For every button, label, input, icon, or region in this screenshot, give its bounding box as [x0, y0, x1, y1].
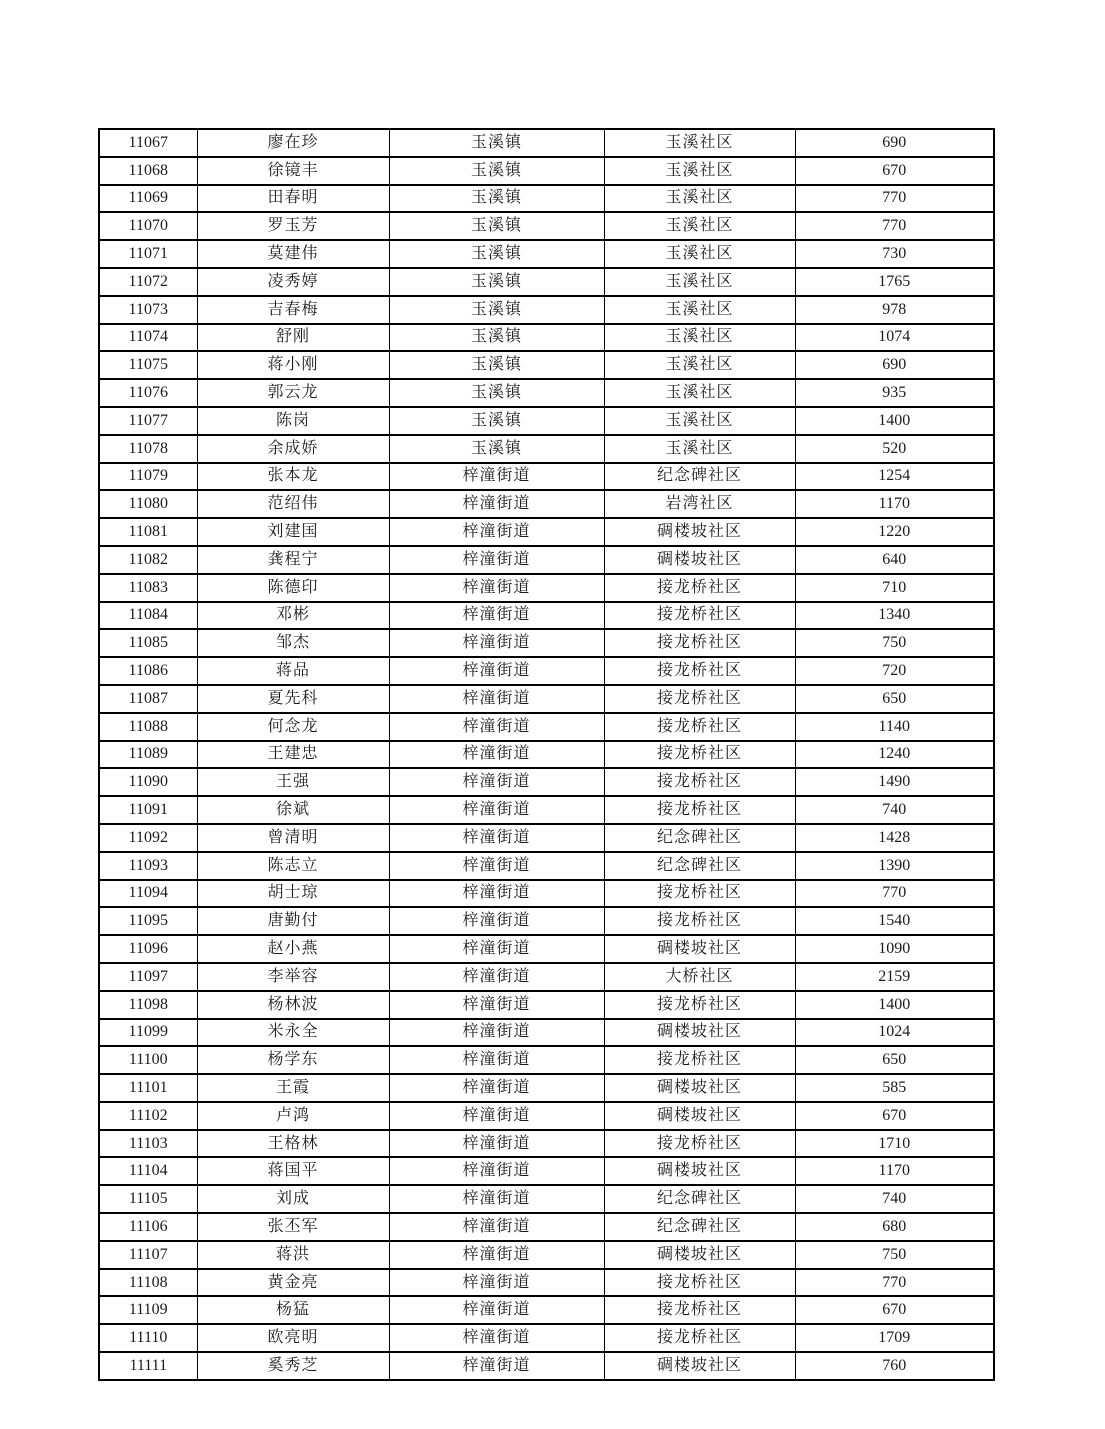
cell-community: 碉楼坡社区: [604, 546, 795, 574]
cell-id: 11074: [99, 324, 197, 352]
cell-amount: 1490: [795, 768, 994, 796]
cell-id: 11105: [99, 1185, 197, 1213]
table-row: [99, 685, 994, 713]
cell-id: 11089: [99, 741, 197, 769]
cell-town: 玉溪镇: [389, 268, 604, 296]
table-row: [99, 1324, 994, 1352]
cell-community: 玉溪社区: [604, 407, 795, 435]
cell-amount: 770: [795, 185, 994, 213]
cell-community: 接龙桥社区: [604, 796, 795, 824]
cell-id: 11087: [99, 685, 197, 713]
cell-name: 蒋国平: [197, 1157, 389, 1185]
cell-name: 米永全: [197, 1019, 389, 1047]
cell-name: 莫建伟: [197, 240, 389, 268]
table-row: [99, 935, 994, 963]
cell-amount: 935: [795, 379, 994, 407]
cell-name: 胡士琼: [197, 880, 389, 908]
cell-id: 11086: [99, 657, 197, 685]
cell-community: 玉溪社区: [604, 129, 795, 157]
table-row: [99, 1019, 994, 1047]
cell-id: 11106: [99, 1213, 197, 1241]
cell-id: 11088: [99, 713, 197, 741]
cell-town: 梓潼街道: [389, 768, 604, 796]
cell-id: 11094: [99, 880, 197, 908]
cell-id: 11081: [99, 518, 197, 546]
cell-community: 碉楼坡社区: [604, 518, 795, 546]
cell-name: 李举容: [197, 963, 389, 991]
cell-name: 夏先科: [197, 685, 389, 713]
cell-name: 凌秀婷: [197, 268, 389, 296]
cell-id: 11075: [99, 351, 197, 379]
cell-community: 玉溪社区: [604, 212, 795, 240]
cell-town: 梓潼街道: [389, 1213, 604, 1241]
cell-amount: 670: [795, 157, 994, 185]
cell-town: 梓潼街道: [389, 685, 604, 713]
cell-town: 梓潼街道: [389, 1352, 604, 1380]
cell-town: 梓潼街道: [389, 880, 604, 908]
cell-community: 玉溪社区: [604, 324, 795, 352]
cell-name: 王建忠: [197, 741, 389, 769]
cell-name: 邓彬: [197, 602, 389, 630]
cell-name: 蒋品: [197, 657, 389, 685]
cell-id: 11093: [99, 852, 197, 880]
cell-id: 11096: [99, 935, 197, 963]
cell-id: 11077: [99, 407, 197, 435]
cell-name: 杨猛: [197, 1296, 389, 1324]
cell-community: 接龙桥社区: [604, 1296, 795, 1324]
table-row: [99, 657, 994, 685]
cell-town: 梓潼街道: [389, 1185, 604, 1213]
cell-amount: 1400: [795, 991, 994, 1019]
cell-amount: 740: [795, 796, 994, 824]
cell-amount: 640: [795, 546, 994, 574]
cell-community: 纪念碑社区: [604, 463, 795, 491]
table-row: [99, 240, 994, 268]
records-table-body: [99, 129, 994, 1380]
cell-name: 郭云龙: [197, 379, 389, 407]
cell-community: 接龙桥社区: [604, 602, 795, 630]
cell-id: 11068: [99, 157, 197, 185]
table-row: [99, 741, 994, 769]
cell-id: 11099: [99, 1019, 197, 1047]
table-row: [99, 518, 994, 546]
cell-name: 张本龙: [197, 463, 389, 491]
table-row: [99, 324, 994, 352]
cell-town: 梓潼街道: [389, 602, 604, 630]
table-row: [99, 129, 994, 157]
cell-town: 梓潼街道: [389, 490, 604, 518]
cell-name: 奚秀芝: [197, 1352, 389, 1380]
cell-town: 梓潼街道: [389, 574, 604, 602]
cell-id: 11108: [99, 1269, 197, 1297]
cell-town: 梓潼街道: [389, 1046, 604, 1074]
cell-id: 11092: [99, 824, 197, 852]
cell-id: 11073: [99, 296, 197, 324]
table-row: [99, 602, 994, 630]
table-row: [99, 796, 994, 824]
cell-amount: 1090: [795, 935, 994, 963]
cell-name: 王格林: [197, 1130, 389, 1158]
table-row: [99, 1213, 994, 1241]
cell-name: 欧亮明: [197, 1324, 389, 1352]
cell-community: 碉楼坡社区: [604, 935, 795, 963]
cell-amount: 1170: [795, 1157, 994, 1185]
cell-town: 梓潼街道: [389, 1241, 604, 1269]
cell-id: 11090: [99, 768, 197, 796]
cell-community: 玉溪社区: [604, 379, 795, 407]
cell-amount: 978: [795, 296, 994, 324]
cell-community: 碉楼坡社区: [604, 1352, 795, 1380]
table-row: [99, 768, 994, 796]
cell-town: 梓潼街道: [389, 713, 604, 741]
table-row: [99, 1241, 994, 1269]
cell-amount: 740: [795, 1185, 994, 1213]
cell-id: 11067: [99, 129, 197, 157]
cell-name: 何念龙: [197, 713, 389, 741]
cell-name: 曾清明: [197, 824, 389, 852]
cell-town: 梓潼街道: [389, 546, 604, 574]
cell-town: 玉溪镇: [389, 379, 604, 407]
cell-community: 玉溪社区: [604, 351, 795, 379]
cell-amount: 2159: [795, 963, 994, 991]
records-table: [98, 128, 995, 1381]
table-row: [99, 1352, 994, 1380]
cell-community: 玉溪社区: [604, 157, 795, 185]
table-row: [99, 379, 994, 407]
table-row: [99, 351, 994, 379]
cell-amount: 1140: [795, 713, 994, 741]
table-row: [99, 1296, 994, 1324]
cell-town: 玉溪镇: [389, 129, 604, 157]
cell-town: 梓潼街道: [389, 629, 604, 657]
cell-name: 舒刚: [197, 324, 389, 352]
cell-amount: 690: [795, 129, 994, 157]
cell-community: 大桥社区: [604, 963, 795, 991]
cell-name: 陈志立: [197, 852, 389, 880]
cell-community: 纪念碑社区: [604, 1185, 795, 1213]
cell-amount: 770: [795, 880, 994, 908]
cell-name: 刘建国: [197, 518, 389, 546]
cell-amount: 680: [795, 1213, 994, 1241]
cell-amount: 720: [795, 657, 994, 685]
cell-id: 11100: [99, 1046, 197, 1074]
cell-name: 黄金亮: [197, 1269, 389, 1297]
cell-town: 梓潼街道: [389, 935, 604, 963]
cell-community: 碉楼坡社区: [604, 1019, 795, 1047]
cell-community: 接龙桥社区: [604, 907, 795, 935]
table-row: [99, 1102, 994, 1130]
cell-town: 梓潼街道: [389, 1324, 604, 1352]
cell-name: 吉春梅: [197, 296, 389, 324]
cell-amount: 750: [795, 629, 994, 657]
cell-town: 梓潼街道: [389, 852, 604, 880]
cell-amount: 1170: [795, 490, 994, 518]
table-row: [99, 880, 994, 908]
cell-name: 廖在珍: [197, 129, 389, 157]
cell-amount: 1765: [795, 268, 994, 296]
cell-town: 玉溪镇: [389, 407, 604, 435]
table-row: [99, 629, 994, 657]
table-row: [99, 435, 994, 463]
table-row: [99, 185, 994, 213]
table-row: [99, 407, 994, 435]
cell-id: 11080: [99, 490, 197, 518]
table-row: [99, 268, 994, 296]
cell-community: 接龙桥社区: [604, 880, 795, 908]
cell-amount: 670: [795, 1296, 994, 1324]
cell-amount: 750: [795, 1241, 994, 1269]
cell-name: 蒋洪: [197, 1241, 389, 1269]
cell-town: 梓潼街道: [389, 907, 604, 935]
cell-amount: 730: [795, 240, 994, 268]
cell-amount: 1254: [795, 463, 994, 491]
cell-id: 11079: [99, 463, 197, 491]
cell-name: 卢鸿: [197, 1102, 389, 1130]
cell-amount: 520: [795, 435, 994, 463]
cell-community: 接龙桥社区: [604, 1130, 795, 1158]
cell-name: 杨林波: [197, 991, 389, 1019]
cell-id: 11072: [99, 268, 197, 296]
cell-id: 11098: [99, 991, 197, 1019]
table-row: [99, 1046, 994, 1074]
table-row: [99, 963, 994, 991]
table-row: [99, 463, 994, 491]
table-row: [99, 713, 994, 741]
cell-town: 梓潼街道: [389, 796, 604, 824]
cell-name: 赵小燕: [197, 935, 389, 963]
table-row: [99, 296, 994, 324]
cell-community: 接龙桥社区: [604, 685, 795, 713]
table-row: [99, 907, 994, 935]
cell-amount: 1710: [795, 1130, 994, 1158]
table-row: [99, 1130, 994, 1158]
cell-town: 梓潼街道: [389, 1296, 604, 1324]
cell-town: 梓潼街道: [389, 741, 604, 769]
cell-id: 11097: [99, 963, 197, 991]
cell-id: 11103: [99, 1130, 197, 1158]
cell-town: 梓潼街道: [389, 824, 604, 852]
cell-amount: 1709: [795, 1324, 994, 1352]
cell-community: 纪念碑社区: [604, 824, 795, 852]
cell-amount: 770: [795, 212, 994, 240]
cell-amount: 760: [795, 1352, 994, 1380]
cell-name: 邹杰: [197, 629, 389, 657]
cell-community: 接龙桥社区: [604, 1324, 795, 1352]
cell-name: 唐勤付: [197, 907, 389, 935]
cell-amount: 1340: [795, 602, 994, 630]
cell-amount: 1074: [795, 324, 994, 352]
cell-community: 接龙桥社区: [604, 741, 795, 769]
cell-community: 碉楼坡社区: [604, 1241, 795, 1269]
cell-id: 11091: [99, 796, 197, 824]
table-row: [99, 212, 994, 240]
cell-id: 11078: [99, 435, 197, 463]
cell-name: 龚程宁: [197, 546, 389, 574]
cell-community: 接龙桥社区: [604, 574, 795, 602]
cell-amount: 1390: [795, 852, 994, 880]
cell-community: 玉溪社区: [604, 268, 795, 296]
cell-id: 11071: [99, 240, 197, 268]
cell-community: 纪念碑社区: [604, 1213, 795, 1241]
cell-community: 玉溪社区: [604, 240, 795, 268]
cell-id: 11082: [99, 546, 197, 574]
table-row: [99, 546, 994, 574]
cell-id: 11070: [99, 212, 197, 240]
cell-id: 11110: [99, 1324, 197, 1352]
cell-community: 岩湾社区: [604, 490, 795, 518]
cell-name: 田春明: [197, 185, 389, 213]
cell-community: 碉楼坡社区: [604, 1074, 795, 1102]
cell-name: 罗玉芳: [197, 212, 389, 240]
table-row: [99, 852, 994, 880]
cell-town: 梓潼街道: [389, 963, 604, 991]
cell-amount: 1220: [795, 518, 994, 546]
cell-community: 接龙桥社区: [604, 1046, 795, 1074]
cell-town: 梓潼街道: [389, 1157, 604, 1185]
table-row: [99, 1185, 994, 1213]
cell-town: 梓潼街道: [389, 1102, 604, 1130]
cell-community: 接龙桥社区: [604, 629, 795, 657]
cell-amount: 1400: [795, 407, 994, 435]
cell-community: 玉溪社区: [604, 435, 795, 463]
cell-id: 11095: [99, 907, 197, 935]
cell-amount: 1540: [795, 907, 994, 935]
cell-community: 接龙桥社区: [604, 657, 795, 685]
table-row: [99, 1074, 994, 1102]
cell-id: 11104: [99, 1157, 197, 1185]
cell-town: 玉溪镇: [389, 240, 604, 268]
cell-name: 张丕军: [197, 1213, 389, 1241]
table-row: [99, 574, 994, 602]
cell-name: 徐斌: [197, 796, 389, 824]
cell-town: 梓潼街道: [389, 518, 604, 546]
cell-town: 梓潼街道: [389, 1019, 604, 1047]
cell-amount: 690: [795, 351, 994, 379]
cell-name: 陈岗: [197, 407, 389, 435]
table-row: [99, 1269, 994, 1297]
table-row: [99, 157, 994, 185]
cell-amount: 1428: [795, 824, 994, 852]
cell-name: 杨学东: [197, 1046, 389, 1074]
cell-town: 梓潼街道: [389, 991, 604, 1019]
cell-id: 11107: [99, 1241, 197, 1269]
cell-town: 玉溪镇: [389, 212, 604, 240]
cell-id: 11083: [99, 574, 197, 602]
cell-town: 梓潼街道: [389, 657, 604, 685]
cell-community: 接龙桥社区: [604, 1269, 795, 1297]
cell-town: 梓潼街道: [389, 1074, 604, 1102]
cell-town: 玉溪镇: [389, 185, 604, 213]
cell-name: 刘成: [197, 1185, 389, 1213]
cell-name: 陈德印: [197, 574, 389, 602]
cell-town: 梓潼街道: [389, 1269, 604, 1297]
cell-amount: 1240: [795, 741, 994, 769]
cell-id: 11109: [99, 1296, 197, 1324]
cell-community: 玉溪社区: [604, 185, 795, 213]
cell-community: 碉楼坡社区: [604, 1157, 795, 1185]
cell-id: 11085: [99, 629, 197, 657]
cell-amount: 650: [795, 685, 994, 713]
cell-community: 接龙桥社区: [604, 768, 795, 796]
cell-town: 玉溪镇: [389, 296, 604, 324]
cell-amount: 585: [795, 1074, 994, 1102]
table-row: [99, 824, 994, 852]
cell-town: 玉溪镇: [389, 351, 604, 379]
cell-name: 蒋小刚: [197, 351, 389, 379]
table-row: [99, 991, 994, 1019]
cell-town: 梓潼街道: [389, 463, 604, 491]
cell-amount: 670: [795, 1102, 994, 1130]
cell-community: 接龙桥社区: [604, 713, 795, 741]
cell-name: 余成娇: [197, 435, 389, 463]
cell-name: 范绍伟: [197, 490, 389, 518]
cell-id: 11102: [99, 1102, 197, 1130]
cell-amount: 650: [795, 1046, 994, 1074]
cell-id: 11069: [99, 185, 197, 213]
table-row: [99, 1157, 994, 1185]
cell-id: 11111: [99, 1352, 197, 1380]
cell-amount: 770: [795, 1269, 994, 1297]
cell-town: 玉溪镇: [389, 157, 604, 185]
cell-id: 11101: [99, 1074, 197, 1102]
cell-amount: 710: [795, 574, 994, 602]
cell-id: 11084: [99, 602, 197, 630]
cell-town: 玉溪镇: [389, 435, 604, 463]
cell-town: 梓潼街道: [389, 1130, 604, 1158]
cell-name: 王霞: [197, 1074, 389, 1102]
cell-name: 徐镜丰: [197, 157, 389, 185]
cell-id: 11076: [99, 379, 197, 407]
cell-community: 碉楼坡社区: [604, 1102, 795, 1130]
cell-community: 接龙桥社区: [604, 991, 795, 1019]
cell-community: 纪念碑社区: [604, 852, 795, 880]
cell-community: 玉溪社区: [604, 296, 795, 324]
table-row: [99, 490, 994, 518]
cell-town: 玉溪镇: [389, 324, 604, 352]
cell-amount: 1024: [795, 1019, 994, 1047]
cell-name: 王强: [197, 768, 389, 796]
